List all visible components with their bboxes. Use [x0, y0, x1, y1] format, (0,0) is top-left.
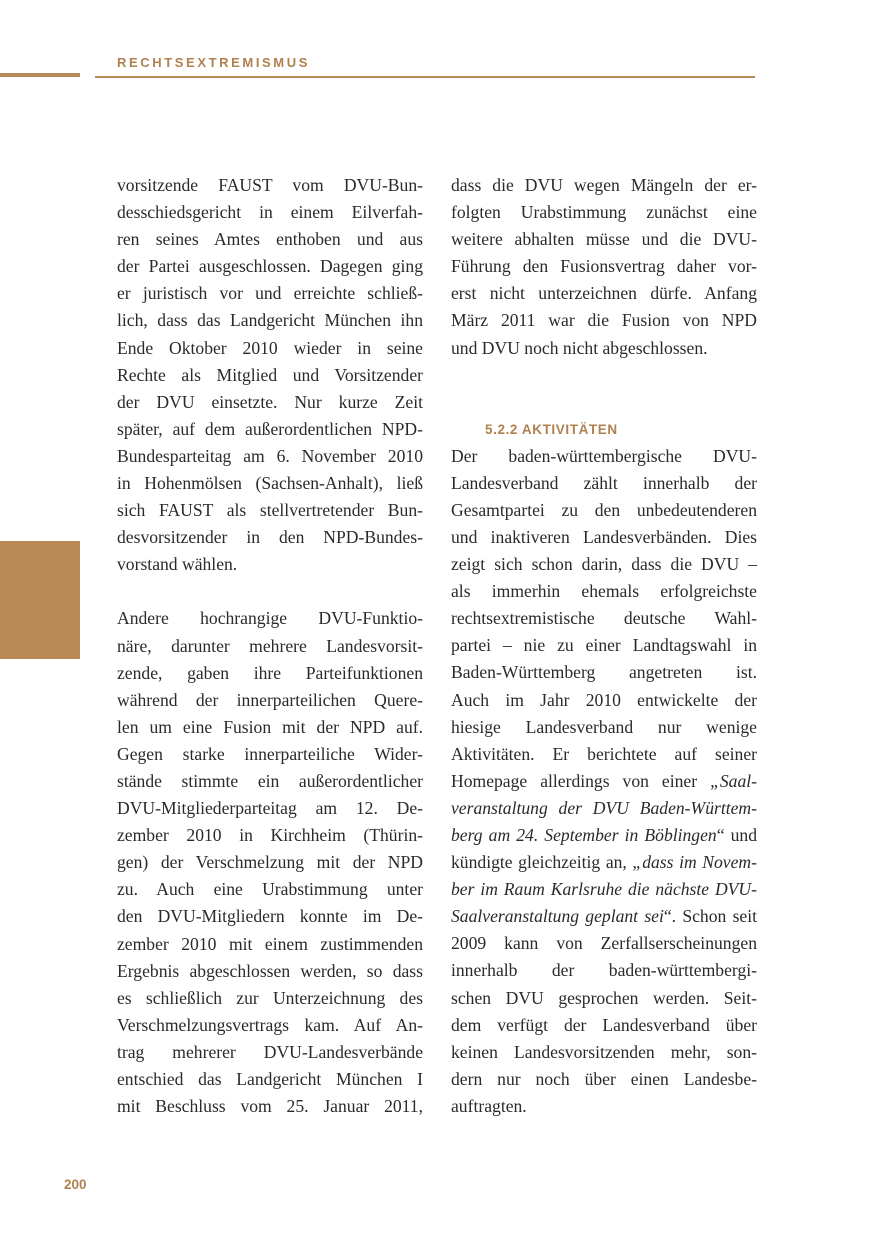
- text-line: stände stimmte ein außerordentlicher: [117, 770, 423, 791]
- text-line: der DVU einsetzte. Nur kurze Zeit: [117, 391, 423, 412]
- text-line: zember 2010 in Kirchheim (Thürin-: [117, 825, 423, 846]
- text-line: er juristisch vor und erreichte schließ-: [117, 283, 423, 304]
- text-line: während der innerparteilichen Quere-: [117, 689, 423, 710]
- text-line: Baden-Württemberg angetreten ist.: [451, 662, 757, 683]
- quote-run: „dass im Novem-: [632, 852, 757, 873]
- text-line: schen DVU gesprochen werden. Seit-: [451, 987, 757, 1008]
- text-run: “. Schon seit: [663, 906, 758, 927]
- text-line: rechtsextremistische deutsche Wahl-: [451, 608, 757, 629]
- page-number: 200: [64, 1177, 87, 1192]
- quote-run: Saalveranstaltung geplant sei: [451, 906, 664, 927]
- text-line: in Hohenmölsen (Sachsen-Anhalt), ließ: [117, 473, 423, 494]
- text-line: Rechte als Mitglied und Vorsitzender: [117, 364, 423, 385]
- quote-run: veranstaltung der DVU Baden-Württem-: [451, 797, 757, 818]
- text-line: dem verfügt der Landesverband über: [451, 1014, 757, 1035]
- text-line: auftragten.: [451, 1095, 527, 1116]
- left-paragraph-2: [117, 605, 423, 1120]
- quote-run: berg am 24. September in Böblingen: [451, 824, 717, 845]
- text-line: Führung den Fusionsvertrag daher vor-: [451, 256, 757, 277]
- section-gap: [451, 362, 757, 416]
- text-line: Gegen starke innerparteiliche Wider-: [117, 743, 423, 764]
- text-line: den DVU-Mitgliedern konnte im De-: [117, 906, 423, 927]
- text-line: lich, dass das Landgericht München ihn: [117, 310, 423, 331]
- text-line: der Partei ausgeschlossen. Dagegen ging: [117, 256, 423, 277]
- paragraph-gap: [117, 578, 423, 605]
- text-line: später, auf dem außerordentlichen NPD-: [117, 418, 423, 439]
- text-line: trag mehrerer DVU-Landesverbände: [117, 1041, 423, 1062]
- quote-run: ber im Raum Karlsruhe die nächste DVU-: [451, 879, 757, 900]
- text-line-mixed: [451, 795, 757, 822]
- text-line: März 2011 war die Fusion von NPD: [451, 310, 757, 331]
- text-line: Auch im Jahr 2010 entwickelte der: [451, 689, 757, 710]
- right-paragraph-2: [451, 443, 757, 1120]
- text-run: “ und: [716, 824, 757, 845]
- text-line: Verschmelzungsvertrags kam. Auf An-: [117, 1014, 423, 1035]
- text-line: Landesverband zählt innerhalb der: [451, 472, 757, 493]
- text-line: Ende Oktober 2010 wieder in seine: [117, 337, 423, 358]
- header-rule-right: [95, 76, 755, 78]
- text-line: zu. Auch eine Urabstimmung unter: [117, 879, 423, 900]
- text-line: keinen Landesvorsitzenden mehr, son-: [451, 1041, 757, 1062]
- text-run: Homepage allerdings von einer: [451, 770, 711, 791]
- text-line: näre, darunter mehrere Landesvorsit-: [117, 635, 423, 656]
- text-line: entschied das Landgericht München I: [117, 1069, 423, 1089]
- text-line: desschiedsgericht in einem Eilverfah-: [117, 202, 423, 223]
- text-line: Bundesparteitag am 6. November 2010: [117, 445, 423, 466]
- text-line: partei – nie zu einer Landtagswahl in: [451, 635, 757, 656]
- text-run: kündigte gleichzeitig an,: [451, 852, 633, 873]
- text-line: Andere hochrangige DVU-Funktio-: [117, 608, 423, 629]
- text-line: len um eine Fusion mit der NPD auf.: [117, 716, 423, 737]
- text-line: dass die DVU wegen Mängeln der er-: [451, 175, 757, 195]
- quote-run: „Saal-: [710, 770, 757, 791]
- text-line: Aktivitäten. Er berichtete auf seiner: [451, 743, 757, 764]
- text-line: Der baden-württembergische DVU-: [451, 445, 757, 466]
- text-line-mixed: [451, 903, 757, 930]
- text-line: als immerhin ehemals erfolgreichste: [451, 581, 757, 602]
- text-line: ren seines Amtes enthoben und aus: [117, 229, 423, 250]
- text-line: DVU-Mitgliederparteitag am 12. De-: [117, 798, 423, 819]
- text-line: vorsitzende FAUST vom DVU-Bun-: [117, 175, 423, 195]
- text-line: zeigt sich schon darin, dass die DVU –: [451, 554, 757, 575]
- text-line: Gesamtpartei zu den unbedeutenderen: [451, 499, 757, 520]
- text-line: erst nicht unterzeichnen dürfe. Anfang: [451, 283, 757, 304]
- text-line: und inaktiveren Landesverbänden. Dies: [451, 526, 757, 547]
- text-line: mit Beschluss vom 25. Januar 2011,: [117, 1096, 423, 1117]
- text-line: dern nur noch über einen Landesbe-: [451, 1068, 757, 1089]
- text-line: sich FAUST als stellvertretender Bun-: [117, 500, 423, 521]
- section-heading: 5.2.2 AKTIVITÄTEN: [485, 421, 618, 437]
- text-line: 2009 kann von Zerfallserscheinungen: [451, 933, 757, 954]
- text-line-mixed: [451, 768, 757, 795]
- text-line: hiesige Landesverband nur wenige: [451, 716, 757, 737]
- chapter-side-marker: [0, 541, 80, 659]
- text-line-mixed: [451, 876, 757, 903]
- text-line: zember 2010 mit einem zustimmenden: [117, 933, 423, 954]
- right-text-column: [451, 172, 757, 1120]
- text-line: und DVU noch nicht abgeschlossen.: [451, 337, 708, 358]
- text-line: zende, gaben ihre Parteifunktionen: [117, 662, 423, 683]
- header-rule-left: [0, 73, 80, 77]
- right-paragraph-1: [451, 172, 757, 362]
- text-line: innerhalb der baden-württembergi-: [451, 960, 757, 981]
- text-line-mixed: [451, 849, 757, 876]
- text-line-mixed: [451, 822, 757, 849]
- text-line: folgten Urabstimmung zunächst eine: [451, 202, 757, 223]
- left-text-column: [117, 172, 423, 1120]
- text-line: es schließlich zur Unterzeichnung des: [117, 987, 423, 1008]
- left-paragraph-1: [117, 172, 423, 578]
- text-line: gen) der Verschmelzung mit der NPD: [117, 852, 423, 873]
- text-line: vorstand wählen.: [117, 554, 238, 575]
- text-line: desvorsitzender in den NPD-Bundes-: [117, 527, 423, 548]
- text-line: Ergebnis abgeschlossen werden, so dass: [117, 960, 423, 981]
- running-header-title: RECHTSEXTREMISMUS: [117, 55, 310, 70]
- text-line: weitere abhalten müsse und die DVU-: [451, 229, 757, 250]
